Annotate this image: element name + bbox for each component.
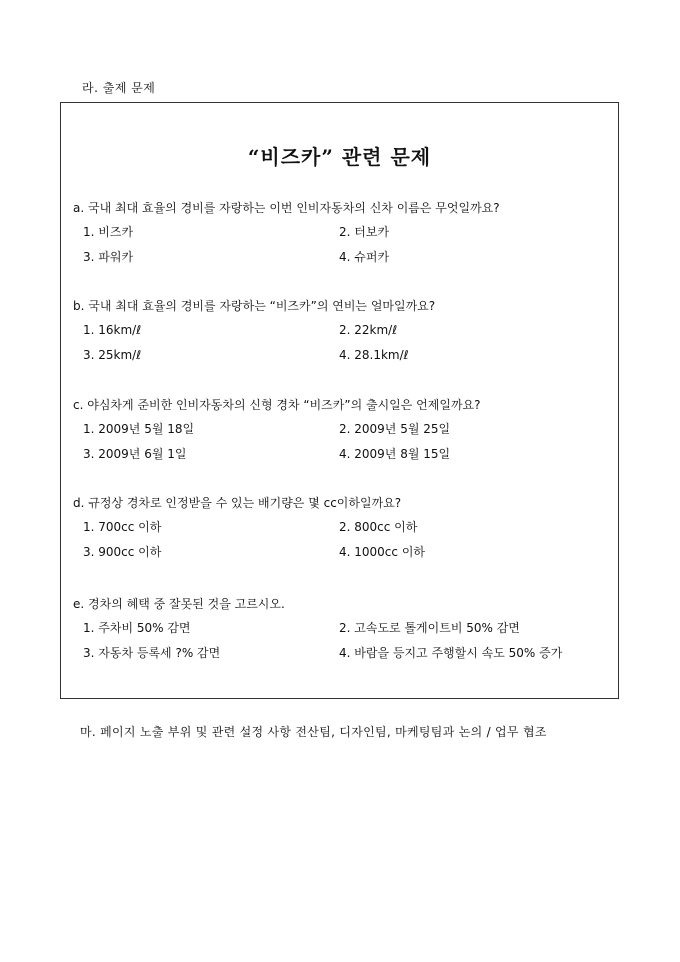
quiz-box bbox=[60, 102, 619, 699]
option-4: 4. 슈퍼카 bbox=[339, 250, 390, 264]
option-3: 3. 25km/ℓ bbox=[83, 348, 142, 362]
option-2: 2. 터보카 bbox=[339, 225, 390, 239]
options bbox=[73, 421, 613, 469]
option-4: 4. 1000cc 이하 bbox=[339, 545, 425, 559]
options bbox=[73, 519, 613, 567]
option-2: 2. 2009년 5월 25일 bbox=[339, 422, 451, 436]
option-1: 1. 주차비 50% 감면 bbox=[83, 621, 191, 635]
question-a bbox=[73, 200, 613, 272]
option-4: 4. 바람을 등지고 주행할시 속도 50% 증가 bbox=[339, 646, 563, 660]
options bbox=[73, 322, 613, 370]
quiz-title: “비즈카” 관련 문제 bbox=[247, 145, 432, 169]
options bbox=[73, 224, 613, 272]
option-3: 3. 파워카 bbox=[83, 250, 134, 264]
option-1: 1. 2009년 5월 18일 bbox=[83, 422, 195, 436]
question-text: a. 국내 최대 효율의 경비를 자랑하는 이번 인비자동차의 신차 이름은 무엇일까요? bbox=[73, 201, 500, 215]
option-2: 2. 800cc 이하 bbox=[339, 520, 418, 534]
option-1: 1. 700cc 이하 bbox=[83, 520, 162, 534]
question-text: e. 경차의 혜택 중 잘못된 것을 고르시오. bbox=[73, 597, 285, 611]
option-2: 2. 고속도로 톨게이트비 50% 감면 bbox=[339, 621, 520, 635]
option-1: 1. 16km/ℓ bbox=[83, 323, 142, 337]
question-text: d. 규정상 경차로 인정받을 수 있는 배기량은 몇 cc이하일까요? bbox=[73, 496, 402, 510]
question-b bbox=[73, 298, 613, 370]
section-heading: 라. 출제 문제 bbox=[82, 81, 156, 95]
option-3: 3. 900cc 이하 bbox=[83, 545, 162, 559]
option-3: 3. 자동차 등록세 ?% 감면 bbox=[83, 646, 221, 660]
footer-note: 마. 페이지 노출 부위 및 관련 설정 사항 전산팀, 디자인팀, 마케팅팀과 논의 / 업무 협조 bbox=[80, 725, 547, 739]
question-e bbox=[73, 596, 613, 668]
option-1: 1. 비즈카 bbox=[83, 225, 134, 239]
question-text: c. 야심차게 준비한 인비자동차의 신형 경차 “비즈카”의 출시일은 언제일까요? bbox=[73, 398, 481, 412]
question-c bbox=[73, 397, 613, 469]
option-2: 2. 22km/ℓ bbox=[339, 323, 398, 337]
option-3: 3. 2009년 6월 1일 bbox=[83, 447, 187, 461]
option-4: 4. 28.1km/ℓ bbox=[339, 348, 409, 362]
question-text: b. 국내 최대 효율의 경비를 자랑하는 “비즈카”의 연비는 얼마일까요? bbox=[73, 299, 436, 313]
question-d bbox=[73, 495, 613, 567]
option-4: 4. 2009년 8월 15일 bbox=[339, 447, 451, 461]
options bbox=[73, 620, 613, 668]
